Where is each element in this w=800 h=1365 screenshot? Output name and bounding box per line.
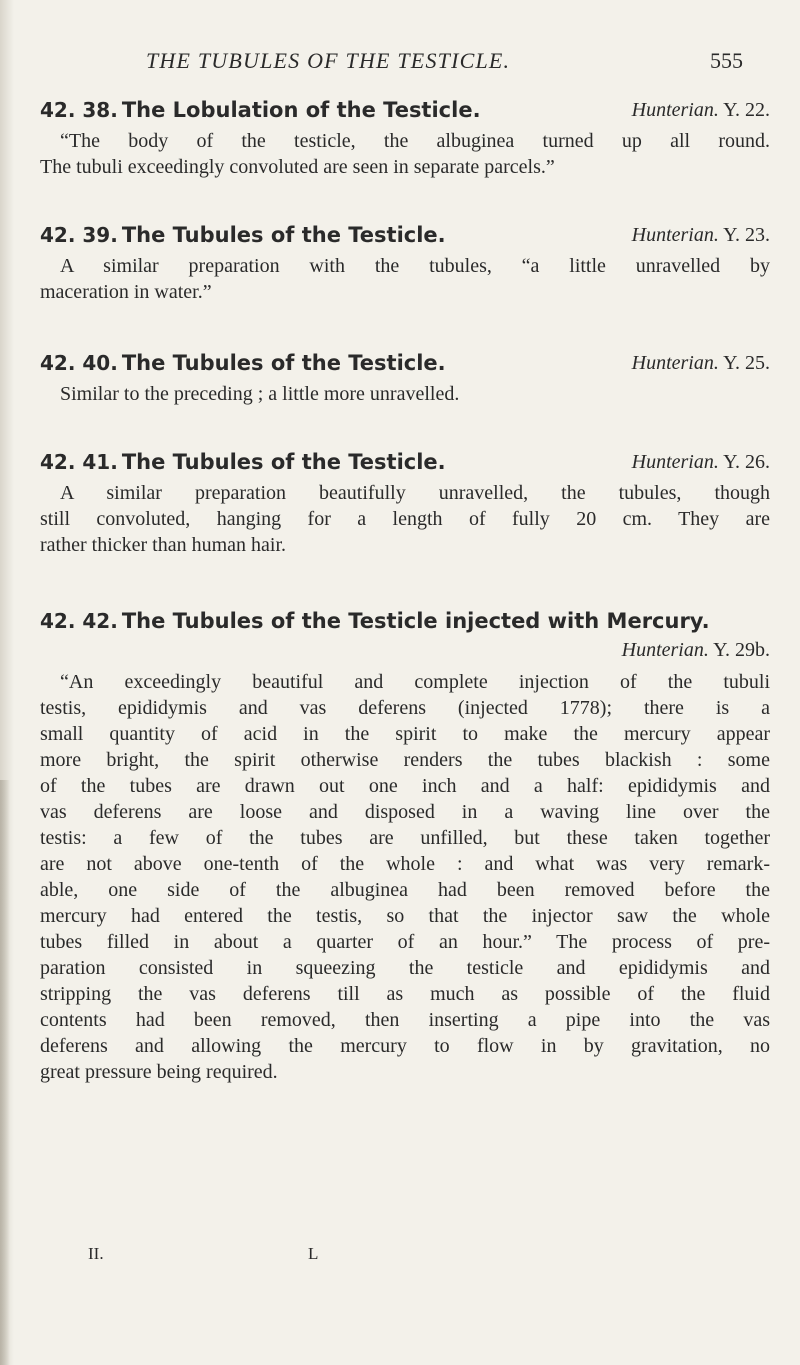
entry-text-line: able, one side of the albuginea had been removed before the bbox=[40, 879, 770, 901]
entry-title: The Lobulation of the Testicle. bbox=[121, 98, 481, 122]
entry-text-line: of the tubes are drawn out one inch and a half: epididymis and bbox=[40, 775, 770, 797]
volume-mark: II. bbox=[88, 1244, 104, 1263]
entry-heading bbox=[40, 223, 770, 253]
entry-text-line: maceration in water.” bbox=[40, 281, 212, 303]
catalogue-reference: Hunterian. Y. 25. bbox=[631, 352, 770, 374]
entry-heading bbox=[40, 98, 770, 128]
entry-text-line: testis: a few of the tubes are unfilled, but these taken together bbox=[40, 827, 770, 849]
entry-text-line: Similar to the preceding ; a little more unravelled. bbox=[60, 383, 460, 405]
catalogue-reference: Hunterian. Y. 22. bbox=[631, 99, 770, 121]
catalogue-reference: Hunterian. Y. 26. bbox=[631, 451, 770, 473]
catalogue-reference: Hunterian. Y. 23. bbox=[631, 224, 770, 246]
specimen-number: 42. 38. bbox=[40, 98, 118, 122]
entry-text-line: paration consisted in squeezing the testicle and epididymis and bbox=[40, 957, 770, 979]
entry-heading bbox=[40, 609, 770, 639]
specimen-number: 42. 39. bbox=[40, 223, 118, 247]
entry-text-line: “The body of the testicle, the albuginea turned up all round. bbox=[60, 130, 770, 152]
entry-text-line: A similar preparation beautifully unravelled, the tubules, though bbox=[60, 482, 770, 504]
entry-text-line: mercury had entered the testis, so that the injector saw the whole bbox=[40, 905, 770, 927]
running-title: THE TUBULES OF THE TESTICLE. bbox=[146, 48, 511, 73]
catalogue-reference: Hunterian. Y. 29b. bbox=[621, 639, 770, 661]
entry-text-line: still convoluted, hanging for a length of fully 20 cm. They are bbox=[40, 508, 770, 530]
signature-mark bbox=[88, 1244, 348, 1268]
catalogue-entry-42-40 bbox=[40, 351, 770, 407]
entry-text-line: “An exceedingly beautiful and complete injection of the tubuli bbox=[60, 671, 770, 693]
specimen-number: 42. 41. bbox=[40, 450, 118, 474]
entry-text-line: A similar preparation with the tubules, “a little unravelled by bbox=[60, 255, 770, 277]
entry-title: The Tubules of the Testicle. bbox=[121, 351, 446, 375]
catalogue-entry-42-38 bbox=[40, 98, 770, 180]
catalogue-entry-42-42 bbox=[40, 609, 770, 1085]
entry-text-line: more bright, the spirit otherwise renders the tubes blackish : some bbox=[40, 749, 770, 771]
entry-text-line: testis, epididymis and vas deferens (injected 1778); there is a bbox=[40, 697, 770, 719]
entry-text-line: great pressure being required. bbox=[40, 1061, 278, 1083]
entry-text-line: The tubuli exceedingly convoluted are seen in separate parcels.” bbox=[40, 156, 555, 178]
entry-text-line: small quantity of acid in the spirit to make the mercury appear bbox=[40, 723, 770, 745]
specimen-number: 42. 42. bbox=[40, 609, 118, 633]
page-gutter-shadow bbox=[0, 780, 10, 1365]
specimen-number: 42. 40. bbox=[40, 351, 118, 375]
entry-title: The Tubules of the Testicle. bbox=[121, 450, 446, 474]
entry-text-line: rather thicker than human hair. bbox=[40, 534, 287, 556]
entry-heading bbox=[40, 450, 770, 480]
gathering-letter: L bbox=[308, 1244, 319, 1263]
entry-text-line: stripping the vas deferens till as much as possible of the fluid bbox=[40, 983, 770, 1005]
entry-text-line: are not above one-tenth of the whole : and what was very remark- bbox=[40, 853, 770, 875]
entry-heading bbox=[40, 351, 770, 381]
entry-text-line: deferens and allowing the mercury to flow in by gravitation, no bbox=[40, 1035, 770, 1057]
catalogue-entry-42-39 bbox=[40, 223, 770, 305]
catalogue-entry-42-41 bbox=[40, 450, 770, 558]
entry-text-line: vas deferens are loose and disposed in a waving line over the bbox=[40, 801, 770, 823]
entry-title: The Tubules of the Testicle. bbox=[121, 223, 446, 247]
entry-title: The Tubules of the Testicle injected with Mercury. bbox=[121, 609, 710, 633]
entry-text-line: contents had been removed, then inserting a pipe into the vas bbox=[40, 1009, 770, 1031]
running-head bbox=[0, 48, 800, 78]
page-number: 555 bbox=[710, 48, 743, 73]
entry-text-line: tubes filled in about a quarter of an hour.” The process of pre- bbox=[40, 931, 770, 953]
